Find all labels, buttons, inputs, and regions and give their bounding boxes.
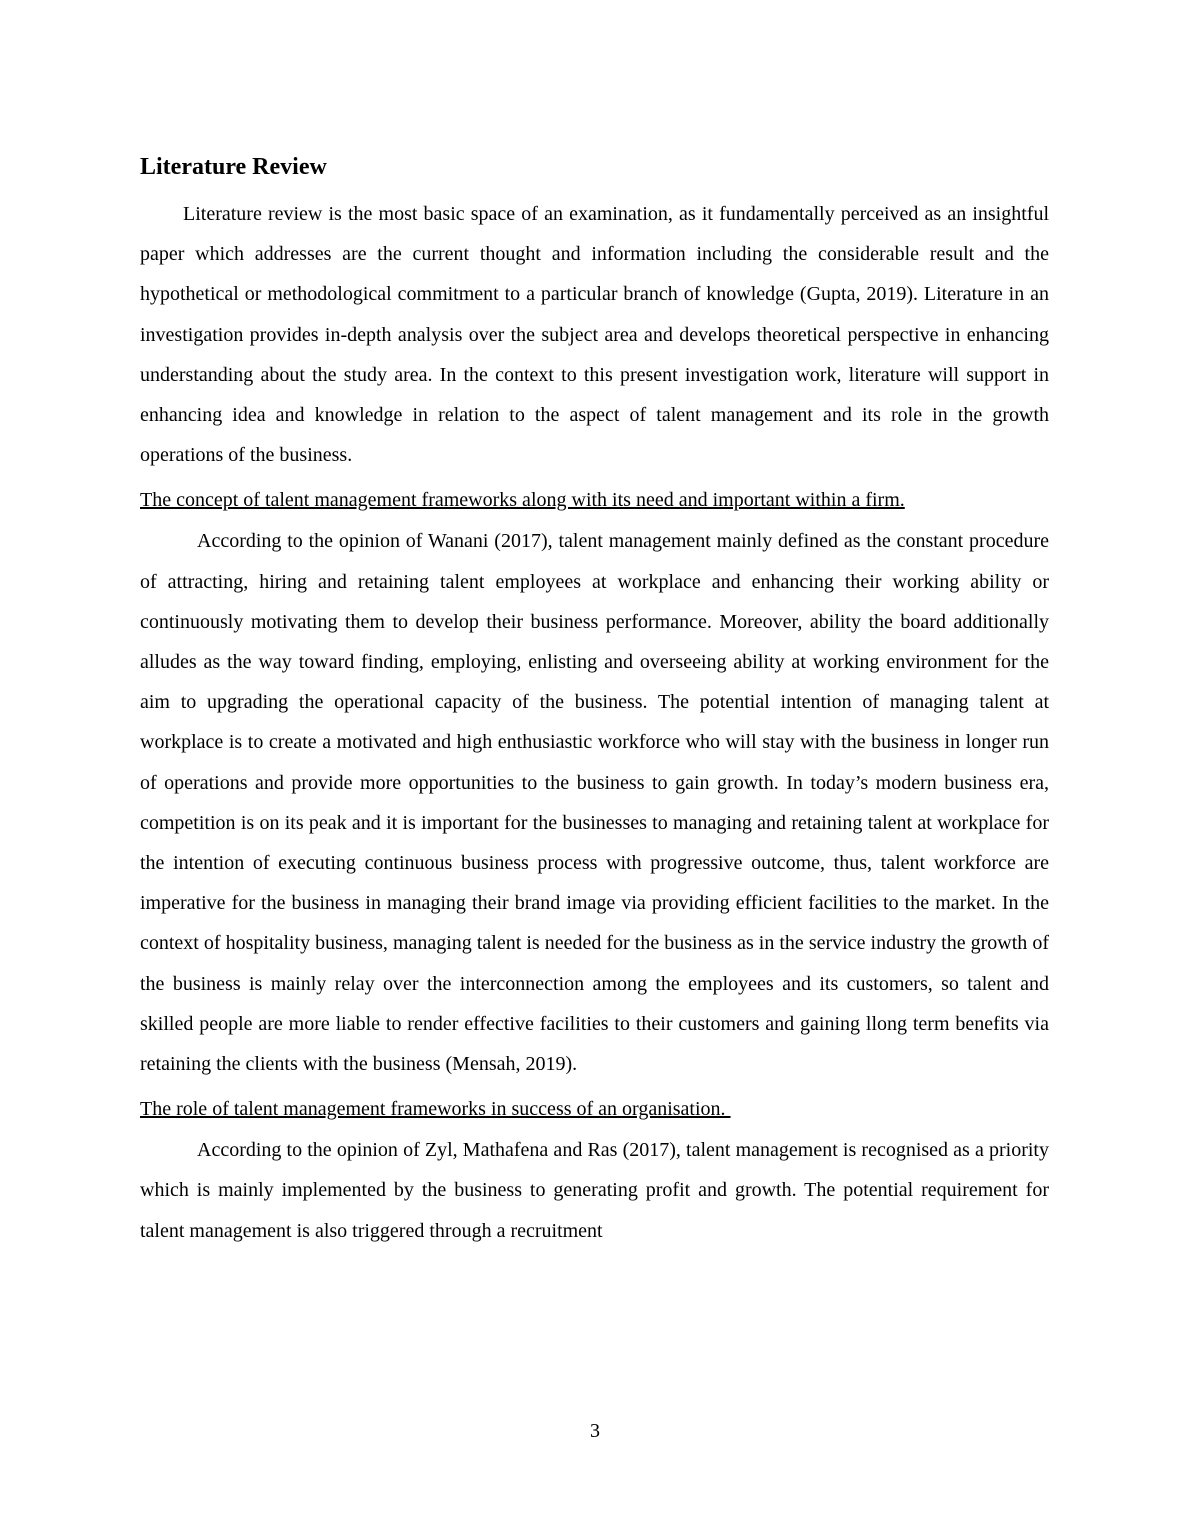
- subheading-concept: The concept of talent management frameworks along with its need and important within a firm.: [140, 489, 905, 512]
- subheading-role: The role of talent management frameworks in success of an organisation.: [140, 1098, 731, 1121]
- paragraph-concept: According to the opinion of Wanani (2017), talent management mainly defined as the constant procedure of attracting, hiring and retaining talent employees at workplace and enhancing their working ability or continuously motivating them to develop their business performance. Moreover, ability the board additionally alludes as the way toward finding, employing, enlisting and overseeing ability at working environment for the aim to upgrading the operational capacity of the business. The potential intention of managing talent at workplace is to create a motivated and high enthusiastic workforce who will stay with the business in longer run of operations and provide more opportunities to the business to gain growth. In today’s modern business era, competition is on its peak and it is important for the businesses to managing and retaining talent at workplace for the intention of executing continuous business process with progressive outcome, thus, talent workforce are imperative for the business in managing their brand image via providing efficient facilities to the market. In the context of hospitality business, managing talent is needed for the business as in the service industry the growth of the business is mainly relay over the interconnection among the employees and its customers, so talent and skilled people are more liable to render effective facilities to their customers and gaining llong term benefits via retaining the clients with the business (Mensah, 2019).: [140, 530, 1049, 1076]
- page-number: 3: [590, 1420, 600, 1442]
- section-title: Literature Review: [140, 154, 327, 180]
- page-content: [140, 150, 1049, 1251]
- paragraph-role: According to the opinion of Zyl, Mathafena and Ras (2017), talent management is recognised as a priority which is mainly implemented by the business to generating profit and growth. The potential requirement for talent management is also triggered through a recruitment: [140, 1139, 1049, 1242]
- intro-paragraph: Literature review is the most basic space of an examination, as it fundamentally perceived as an insightful paper which addresses are the current thought and information including the considerable result and the hypothetical or methodological commitment to a particular branch of knowledge (Gupta, 2019). Literature in an investigation provides in-depth analysis over the subject area and develops theoretical perspective in enhancing understanding about the study area. In the context to this present investigation work, literature will support in enhancing idea and knowledge in relation to the aspect of talent management and its role in the growth operations of the business.: [140, 203, 1049, 467]
